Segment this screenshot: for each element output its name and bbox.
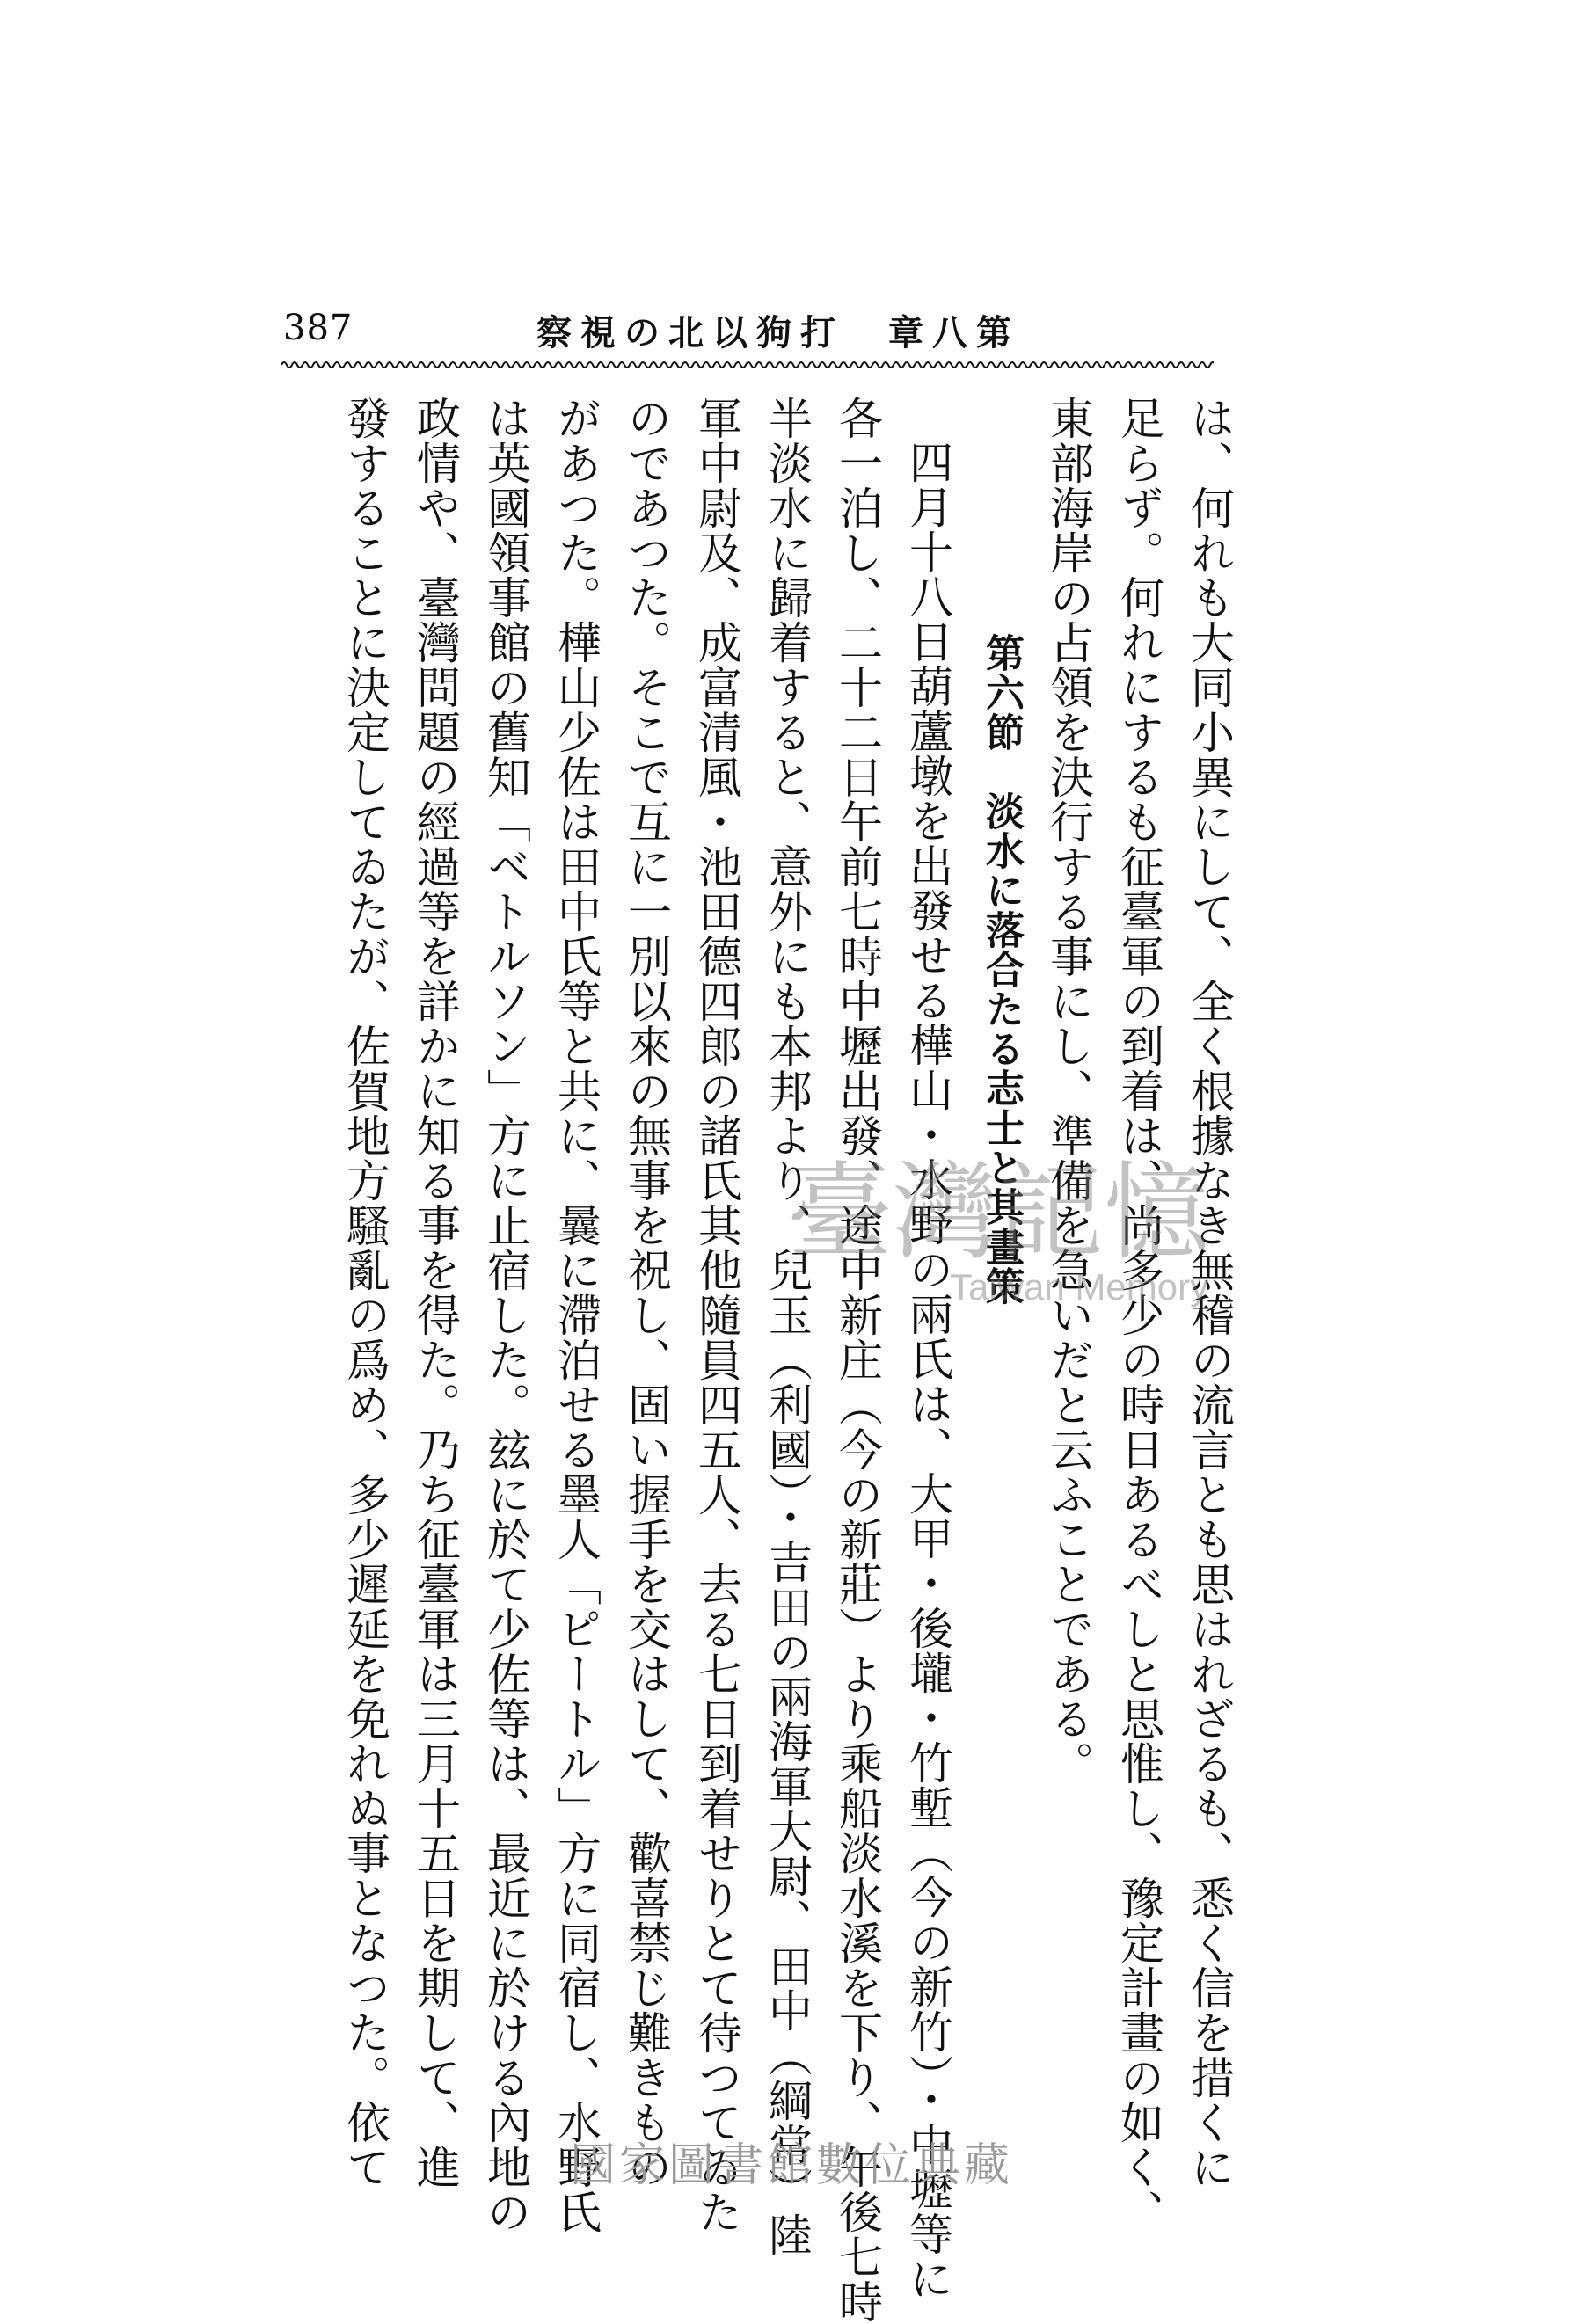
page-number: 387	[283, 308, 354, 348]
text-column-2: 足らず。何れにするも征臺軍の到着は、尚多少の時日あるべしと思惟し、豫定計畫の如く、	[1113, 396, 1164, 2234]
text-column-6: 各一泊し、二十二日午前七時中壢出發、途中新庄（今の新莊）より乘船淡水溪を下り、午後七時	[832, 396, 883, 2324]
text-column-1: は、何れも大同小異にして、全く根據なき無稽の流言とも思はれざるも、悉く信を措くに	[1184, 396, 1235, 2189]
text-column-7: 半淡水に歸着すると、意外にも本邦より、兒玉（利國）・吉田の兩海軍大尉、田中（綱常）陸	[762, 396, 813, 2257]
footer-credit: 國家圖書館數位典藏	[569, 2139, 1013, 2192]
text-column-12: 政情や、臺灣問題の經過等を詳かに知る事を得た。乃ち征臺軍は三月十五日を期して、進	[410, 396, 461, 2189]
text-column-9: のであつた。そこで互に一別以來の無事を祝し、固い握手を交はして、歡喜禁じ難きもの	[621, 396, 672, 2189]
text-column-8: 軍中尉及、成富清風・池田德四郎の諸氏其他隨員四五人、去る七日到着せりとて待つてゐた	[691, 396, 742, 2234]
watermark-logo: 臺灣記憶	[787, 1152, 1209, 1274]
text-column-5: 四月十八日葫蘆墩を出發せる樺山・水野の兩氏は、大甲・後壠・竹塹（今の新竹）・中壢等に	[902, 440, 953, 2301]
text-column-13: 發することに決定してゐたが、佐賀地方騷亂の爲め、多少遲延を免れぬ事となつた。依て	[339, 396, 390, 2189]
header-wavy-rule	[281, 359, 1214, 371]
text-column-11: は英國領事館の舊知「ベトルソン」方に止宿した。玆に於て少佐等は、最近に於ける內地の	[480, 396, 531, 2234]
watermark-logo-subtext: Taiwan Memory	[950, 1266, 1209, 1308]
text-column-10: があつた。樺山少佐は田中氏等と共に、曩に滯泊せる墨人「ピートル」方に同宿し、水野氏	[551, 396, 602, 2234]
running-header: 第八章 打狗以北の視察	[536, 312, 1020, 353]
section-heading: 第六節 淡水に落合たる志士と其畫策	[979, 633, 1024, 1306]
text-column-3: 東部海岸の占領を決行する事にし、準備を急いだと云ふことである。	[1043, 396, 1094, 1786]
